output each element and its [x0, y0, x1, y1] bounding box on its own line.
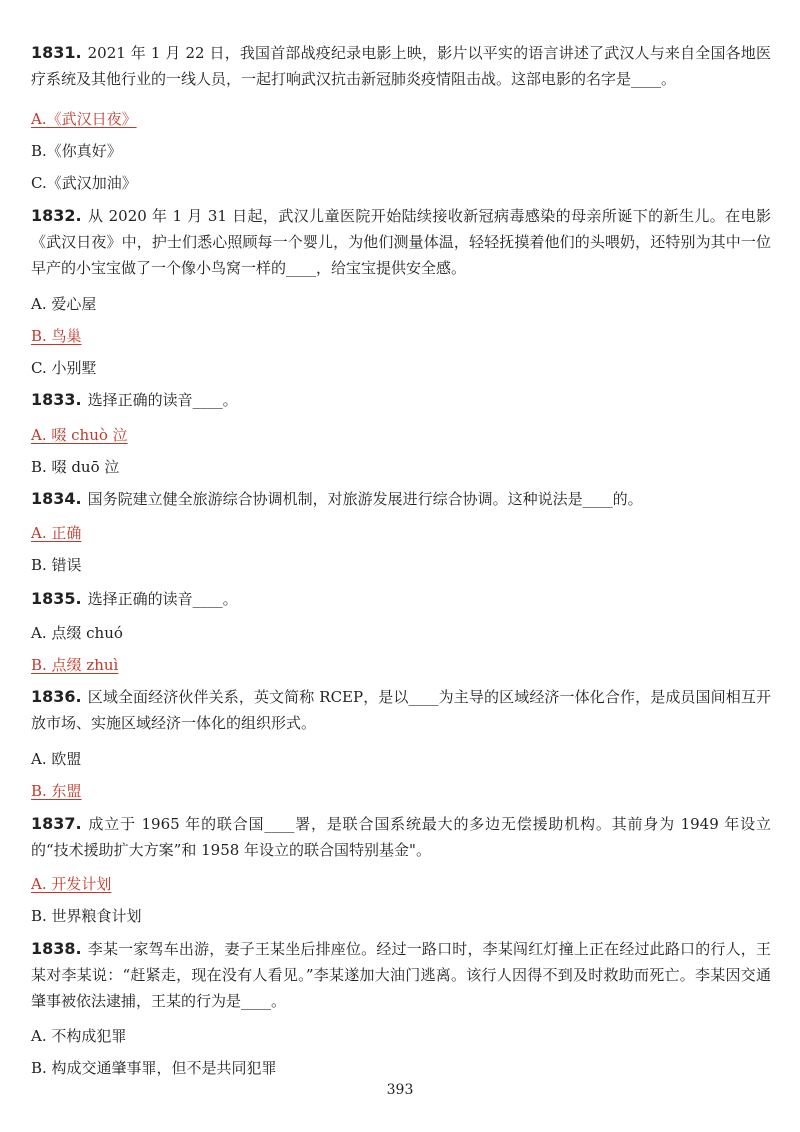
question-number: 1838.: [31, 939, 82, 958]
question-text: 从 2020 年 1 月 31 日起，武汉儿童医院开始陆续接收新冠病毒感染的母亲所诞下的新生儿。在电影《武汉日夜》中，护士们悉心照顾每一个婴儿，为他们测量体温，轻轻抚摸着他们的头喂奶，还特别为其中一位早产的小宝宝做了一个像小鸟窝一样的____，给宝宝提供安全感。: [31, 207, 771, 277]
option-1832-a: A. 爱心屋: [31, 295, 97, 313]
question-1831: [31, 40, 771, 92]
question-text: 区域全面经济伙伴关系，英文简称 RCEP，是以____为主导的区域经济一体化合作，是成员国间相互开放市场、实施区域经济一体化的组织形式。: [31, 688, 771, 732]
option-1835-a: A. 点缀 chuó: [31, 624, 123, 642]
option-1831-a: A.《武汉日夜》: [31, 110, 137, 128]
question-1832: [31, 203, 771, 281]
option-1832-c: C. 小别墅: [31, 359, 97, 377]
question-1838: [31, 936, 771, 1014]
question-number: 1837.: [31, 814, 82, 833]
question-text: 2021 年 1 月 22 日，我国首部战疫纪录电影上映，影片以平实的语言讲述了武汉人与来自全国各地医疗系统及其他行业的一线人员，一起打响武汉抗击新冠肺炎疫情阻击战。这部电影的名字是____。: [31, 44, 771, 88]
question-number: 1831.: [31, 43, 82, 62]
option-1836-a: A. 欧盟: [31, 750, 82, 768]
option-1837-b: B. 世界粮食计划: [31, 907, 142, 925]
option-1831-c: C.《武汉加油》: [31, 174, 137, 192]
question-number: 1835.: [31, 589, 82, 608]
question-1837: [31, 811, 771, 863]
option-1833-a: A. 啜 chuò 泣: [31, 426, 128, 444]
option-1838-a: A. 不构成犯罪: [31, 1027, 127, 1045]
option-1838-b: B. 构成交通肇事罪，但不是共同犯罪: [31, 1059, 277, 1077]
question-number: 1832.: [31, 206, 82, 225]
option-1837-a: A. 开发计划: [31, 875, 112, 893]
question-text: 成立于 1965 年的联合国____署，是联合国系统最大的多边无偿援助机构。其前身为 1949 年设立的“技术援助扩大方案”和 1958 年设立的联合国特别基金"。: [31, 815, 771, 859]
question-1836: [31, 684, 771, 736]
question-text: 国务院建立健全旅游综合协调机制，对旅游发展进行综合协调。这种说法是____的。: [87, 490, 643, 508]
option-1835-b: B. 点缀 zhuì: [31, 656, 119, 674]
page-number: 393: [386, 1082, 414, 1098]
question-1835: [31, 586, 771, 612]
question-text: 选择正确的读音____。: [87, 590, 238, 608]
option-1832-b: B. 鸟巢: [31, 327, 82, 345]
question-1833: [31, 387, 771, 413]
option-1834-a: A. 正确: [31, 524, 82, 542]
question-number: 1836.: [31, 687, 82, 706]
option-1831-b: B.《你真好》: [31, 142, 122, 160]
question-text: 选择正确的读音____。: [87, 391, 238, 409]
question-1834: [31, 486, 771, 512]
option-1833-b: B. 啜 duō 泣: [31, 458, 120, 476]
option-1836-b: B. 东盟: [31, 782, 82, 800]
option-1834-b: B. 错误: [31, 556, 82, 574]
question-number: 1834.: [31, 489, 82, 508]
question-text: 李某一家驾车出游，妻子王某坐后排座位。经过一路口时，李某闯红灯撞上正在经过此路口的行人，王某对李某说：“赶紧走，现在没有人看见。”李某遂加大油门逃离。该行人因得不到及时救助而死亡。李某因交通肇事被依法逮捕，王某的行为是____。: [31, 940, 771, 1010]
question-number: 1833.: [31, 390, 82, 409]
